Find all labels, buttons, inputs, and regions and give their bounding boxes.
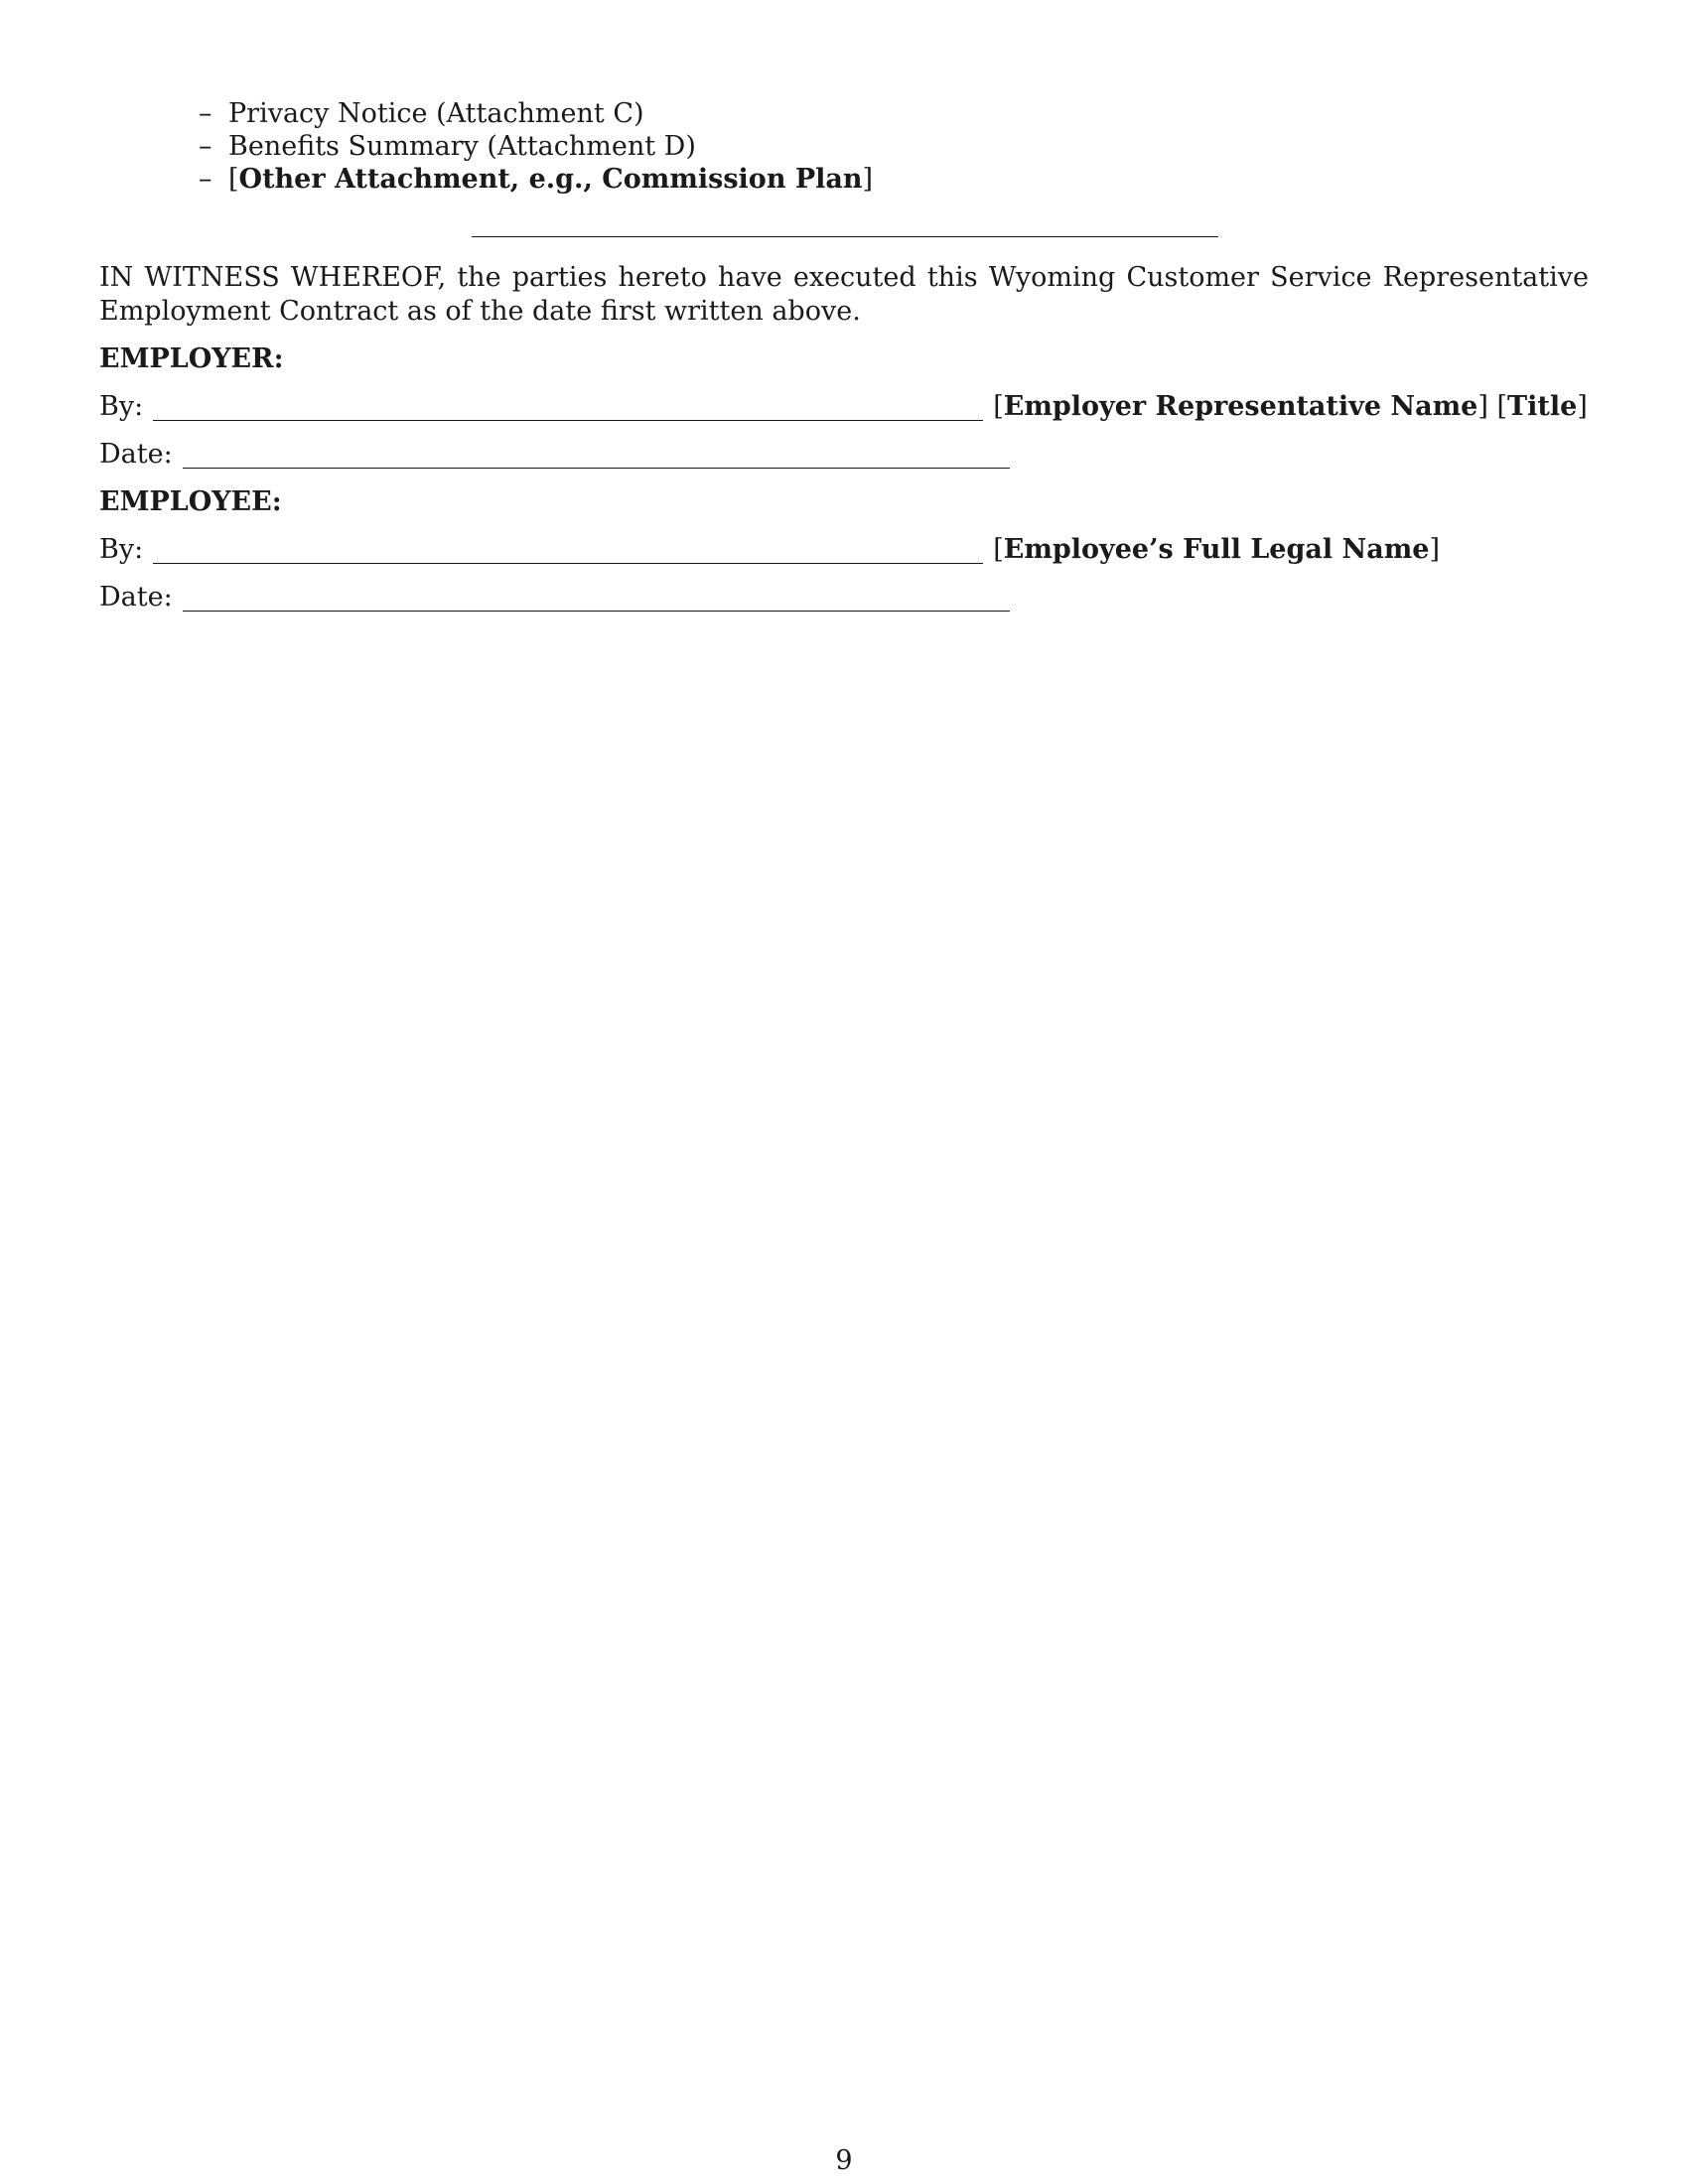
employee-date-label: Date: xyxy=(99,582,173,613)
attachment-text: Privacy Notice (Attachment C) xyxy=(228,98,644,129)
employee-date-row xyxy=(99,581,1589,614)
employee-signature-line[interactable] xyxy=(153,562,983,564)
employer-signature-row xyxy=(99,390,1589,424)
employee-full-legal-name: Employee’s Full Legal Name xyxy=(1003,534,1430,565)
employer-representative-name: Employer Representative Name xyxy=(1003,391,1478,422)
attachment-text: Other Attachment, e.g., Commission Plan xyxy=(238,164,863,195)
employer-signature-line[interactable] xyxy=(153,419,983,421)
list-dash: – xyxy=(199,131,212,162)
employee-heading: EMPLOYEE: xyxy=(99,486,282,517)
employer-date-row xyxy=(99,438,1589,472)
bracket-open: [ xyxy=(1496,391,1508,422)
attachment-bracket-open: [ xyxy=(228,164,239,195)
employee-name-placeholder xyxy=(993,533,1440,567)
attachment-bracket-close: ] xyxy=(862,164,874,195)
employer-name-placeholder xyxy=(993,390,1588,424)
employer-heading: EMPLOYER: xyxy=(99,343,284,374)
page-content xyxy=(99,97,1589,614)
witness-clause: IN WITNESS WHEREOF, the parties hereto have executed this Wyoming Customer Service Representative Employment Contract as of the date first written above. xyxy=(99,262,1589,327)
employee-signature-row xyxy=(99,533,1589,567)
bracket-close: ] xyxy=(1477,391,1488,422)
attachment-list xyxy=(199,97,1589,196)
attachment-item xyxy=(199,97,1589,130)
employer-title: Title xyxy=(1507,391,1578,422)
employee-by-label: By: xyxy=(99,534,144,565)
employer-date-line[interactable] xyxy=(183,467,1010,469)
list-dash: – xyxy=(199,98,212,129)
attachment-item xyxy=(199,163,1589,196)
section-divider xyxy=(472,236,1218,237)
bracket-close: ] xyxy=(1429,534,1440,565)
attachment-item xyxy=(199,130,1589,163)
employee-date-line[interactable] xyxy=(183,610,1010,612)
bracket-open: [ xyxy=(993,391,1004,422)
page-number: 9 xyxy=(835,2145,853,2176)
bracket-open: [ xyxy=(993,534,1004,565)
list-dash: – xyxy=(199,164,212,195)
bracket-close: ] xyxy=(1577,391,1588,422)
attachment-text: Benefits Summary (Attachment D) xyxy=(228,131,696,162)
employer-date-label: Date: xyxy=(99,439,173,470)
employer-by-label: By: xyxy=(99,391,144,422)
